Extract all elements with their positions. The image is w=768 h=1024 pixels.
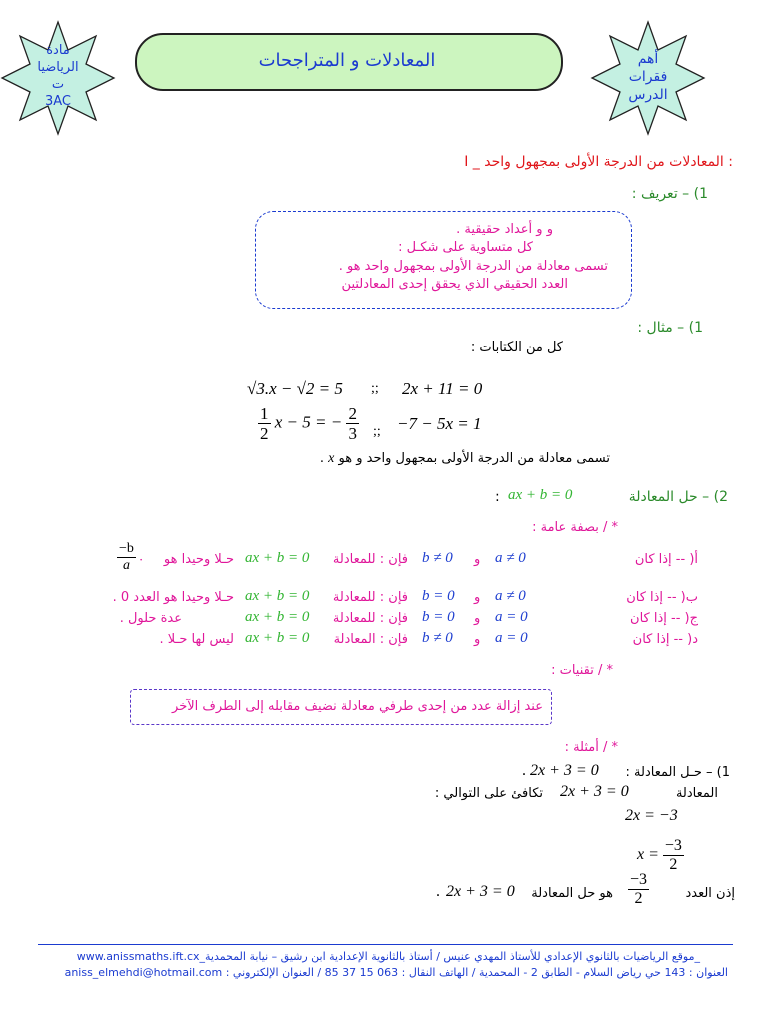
case-c-result: عدة حلول . bbox=[119, 611, 182, 626]
example-eq-2: √3.x − √2 = 5 bbox=[247, 379, 343, 398]
footer-line-1: www.anissmaths.ift.cx_موقع الرياضيات بالثانوي الإعدادي للأستاذ المهدي عنيس / أستاذ بالثانوية الإعدادية ابن رشيق – نيابة المحمدية_ bbox=[76, 950, 700, 963]
separator-1: ;; bbox=[371, 381, 379, 396]
examples-title: * / أمثلة : bbox=[564, 740, 618, 755]
case-b-prefix: ب( -- إذا كان bbox=[626, 590, 698, 605]
example-intro: كل من الكتابات : bbox=[470, 340, 563, 355]
case-b-mid: فإن : للمعادلة bbox=[332, 590, 408, 605]
example-eq-4: $\frac{1}{2}$ x − 5 = − $\frac{2}{3}$ bbox=[260, 404, 357, 443]
example-eq-1: 2x + 11 = 0 bbox=[402, 379, 483, 398]
example-title: 1) – مثال : bbox=[637, 320, 703, 336]
conclusion-b: هو حل المعادلة bbox=[531, 886, 613, 901]
case-b-cond1: a ≠ 0 bbox=[495, 588, 526, 604]
case-d-prefix: د( -- إذا كان bbox=[632, 632, 698, 647]
conclusion-a: إذن العدد bbox=[685, 886, 735, 901]
solve-equation: ax + b = 0 bbox=[508, 487, 573, 503]
footer-rule bbox=[38, 944, 733, 945]
def-line-4: العدد الحقيقي الذي يحقق إحدى المعادلتين bbox=[341, 277, 568, 292]
case-d-and: و bbox=[474, 632, 481, 647]
case-d-result: ليس لها حـلا . bbox=[159, 632, 234, 647]
case-c-prefix: ج( -- إذا كان bbox=[630, 611, 698, 626]
right-badge-text: أهم فقرات الدرس bbox=[628, 51, 668, 103]
case-a-solution: $\frac{-b}{a}$ . bbox=[119, 541, 143, 573]
conclusion-fraction: $\frac{-3}{2}$ bbox=[630, 871, 648, 907]
case-c-cond2: b = 0 bbox=[422, 609, 455, 625]
case-c-cond1: a = 0 bbox=[495, 609, 528, 625]
ex1-equation: 2x + 3 = 0 bbox=[530, 762, 599, 779]
case-b-cond2: b = 0 bbox=[422, 588, 455, 604]
case-a-cond2: b ≠ 0 bbox=[422, 550, 453, 566]
conclusion-dot: . bbox=[436, 883, 440, 900]
example-eq-3: −7 − 5x = 1 bbox=[397, 414, 482, 433]
general-title: * / بصفة عامة : bbox=[532, 520, 618, 535]
equiv-label: المعادلة bbox=[675, 786, 718, 801]
case-b-and: و bbox=[474, 590, 481, 605]
case-d-eq: ax + b = 0 bbox=[245, 630, 310, 646]
solve-title: 2) – حل المعادلة bbox=[628, 489, 728, 505]
techniques-title: * / تقنيات : bbox=[551, 663, 613, 678]
case-c-mid: فإن : للمعادلة bbox=[332, 611, 408, 626]
conclusion-equation: 2x + 3 = 0 bbox=[446, 883, 515, 900]
case-d-cond2: b ≠ 0 bbox=[422, 630, 453, 646]
case-c-and: و bbox=[474, 611, 481, 626]
equiv-text: تكافئ على التوالي : bbox=[434, 786, 543, 801]
definition-title: 1) – تعريف : bbox=[631, 186, 708, 202]
page-title: المعادلات و المتراجحات bbox=[258, 50, 436, 71]
example-outro: تسمى معادلة من الدرجة الأولى بمجهول واحد و هو x . bbox=[319, 451, 610, 466]
case-a-prefix: أ( -- إذا كان bbox=[634, 552, 698, 567]
footer-line-2: aniss_elmehdi@hotmail.com : العنوان : 143 حي رياض السلام - الطابق 2 - المحمدية / الهاتف النقال : 063 15 37 85 / العنوان الإلكتروني bbox=[64, 966, 728, 979]
def-line-3: تسمى معادلة من الدرجة الأولى بمجهول واحد هو . bbox=[338, 259, 608, 274]
case-a-mid: فإن : للمعادلة bbox=[332, 552, 408, 567]
case-b-result: حـلا وحيدا هو العدد 0 . bbox=[112, 590, 234, 605]
step-2: x = $\frac{-3}{2}$ bbox=[637, 837, 682, 873]
case-a-result: حـلا وحيدا هو bbox=[163, 552, 234, 567]
case-d-mid: فإن : المعادلة bbox=[333, 632, 408, 647]
ex1-dot: . bbox=[522, 762, 526, 779]
case-a-cond1: a ≠ 0 bbox=[495, 550, 526, 566]
case-c-eq: ax + b = 0 bbox=[245, 609, 310, 625]
technique-text: عند إزالة عدد من إحدى طرفي معادلة نضيف مقابله إلى الطرف الآخر bbox=[172, 699, 543, 714]
case-b-eq: ax + b = 0 bbox=[245, 588, 310, 604]
case-a-eq: ax + b = 0 bbox=[245, 550, 310, 566]
section1-title: I _ المعادلات من الدرجة الأولى بمجهول واحد : bbox=[464, 154, 733, 170]
left-badge-text: مادة الرياضيا ت 3AC bbox=[37, 43, 79, 109]
step-1: 2x = −3 bbox=[625, 807, 678, 824]
separator-2: ;; bbox=[373, 424, 381, 439]
def-line-2: كل متساوية على شكـل : bbox=[398, 240, 533, 255]
ex1-label: 1) – حـل المعادلة : bbox=[625, 765, 730, 780]
colon: : bbox=[495, 489, 500, 505]
def-line-1: و و أعداد حقيقية . bbox=[456, 222, 553, 237]
case-d-cond1: a = 0 bbox=[495, 630, 528, 646]
equiv-equation: 2x + 3 = 0 bbox=[560, 783, 629, 800]
case-a-and: و bbox=[474, 552, 481, 567]
